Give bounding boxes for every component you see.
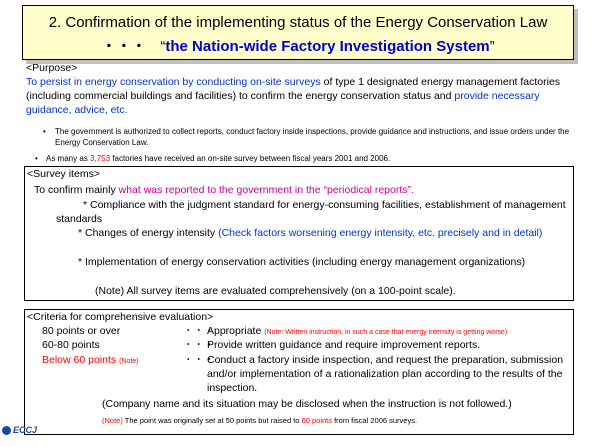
result-1-text: Appropriate [207, 325, 262, 337]
criteria-score-3 [42, 353, 139, 369]
survey-intro-pre: To confirm mainly [34, 184, 119, 196]
disclosure-note: (Company name and its situation may be disclosed when the instruction is not followed.) [102, 398, 512, 410]
system-name: the Nation-wide Factory Investigation System [165, 38, 490, 55]
score-3-note: (Note) [119, 358, 139, 365]
factory-count: 3,753 [90, 154, 111, 163]
title-box [22, 5, 574, 60]
purpose-bullet-1: The government is authorized to collect reports, conduct factory inside inspections, provide guidance and instructions, and issue orders under the Energy Conservation Law. [55, 127, 570, 147]
bullet2-post: factories have received an on-site survey between fiscal years 2001 and 2006. [110, 154, 391, 163]
footnote-tag: (Note) [102, 416, 123, 425]
criteria-dots: ・・・ [183, 325, 215, 337]
bullet-dot: • [35, 154, 38, 163]
criteria-result-3: Conduct a factory inside inspection, and request the preparation, submission and/or implementation of a rationalization plan according to the results of the inspection. [207, 354, 564, 394]
page-subtitle [23, 38, 573, 56]
survey-item-1: * Compliance with the judgment standard for energy-consuming facilities, establishment of management standards [56, 199, 566, 225]
score-3-text: Below 60 points [42, 354, 117, 366]
result-1-note: (Note: Written instruction, in such a case that energy intensity is getting worse) [264, 329, 508, 336]
purpose-text [26, 75, 574, 117]
survey-item-2 [78, 226, 580, 240]
bullet-dot: • [43, 127, 46, 136]
close-quote: ” [489, 38, 495, 55]
footnote-pre: The point was originally set at 50 points but raised to [122, 416, 302, 425]
page-title: 2. Confirmation of the implementing status of the Energy Conservation Law [48, 14, 548, 31]
criteria-dots: ・・・ [183, 354, 215, 366]
criteria-dots: ・・・ [183, 339, 215, 351]
criteria-score-2: 60-80 points [42, 339, 100, 351]
footnote-post: from fiscal 2006 surveys. [332, 416, 418, 425]
purpose-highlight: To persist in energy conservation by conducting on-site surveys [26, 76, 321, 88]
title-dots: ・・・ [101, 38, 147, 55]
purpose-label: <Purpose> [26, 62, 78, 74]
survey-note: (Note) All survey items are evaluated comprehensively (on a 100-point scale). [95, 285, 456, 297]
purpose-bullet-2 [46, 153, 566, 164]
survey-item-3: * Implementation of energy conservation activities (including energy management organizations) [78, 256, 526, 268]
survey-label: <Survey items> [27, 168, 100, 180]
eccj-logo-icon [2, 426, 11, 435]
purpose-highlight-2: provide necessary guidance, advice, etc. [26, 90, 540, 116]
footnote-highlight: 60 points [301, 416, 333, 425]
criteria-result-2: Provide written guidance and require improvement reports. [207, 339, 481, 351]
survey-item-2-pre: * Changes of energy intensity [78, 227, 219, 239]
open-quote: “ [160, 38, 166, 55]
survey-intro-highlight: what was reported to the government in the “periodical reports”. [118, 184, 414, 196]
bullet2-pre: As many as [46, 154, 91, 163]
survey-item-2-highlight: (Check factors worsening energy intensity, etc. precisely and in detail) [218, 227, 543, 239]
criteria-score-1: 80 points or over [42, 325, 121, 337]
criteria-footnote [102, 415, 572, 426]
survey-intro [34, 183, 554, 197]
purpose-rest: of type 1 designated energy management factories (including commercial buildings and facilities) to confirm the energy conservation status and [26, 76, 561, 102]
eccj-logo [2, 425, 37, 435]
logo-text: ECCJ [13, 425, 38, 435]
criteria-label: <Criteria for comprehensive evaluation> [27, 311, 214, 323]
